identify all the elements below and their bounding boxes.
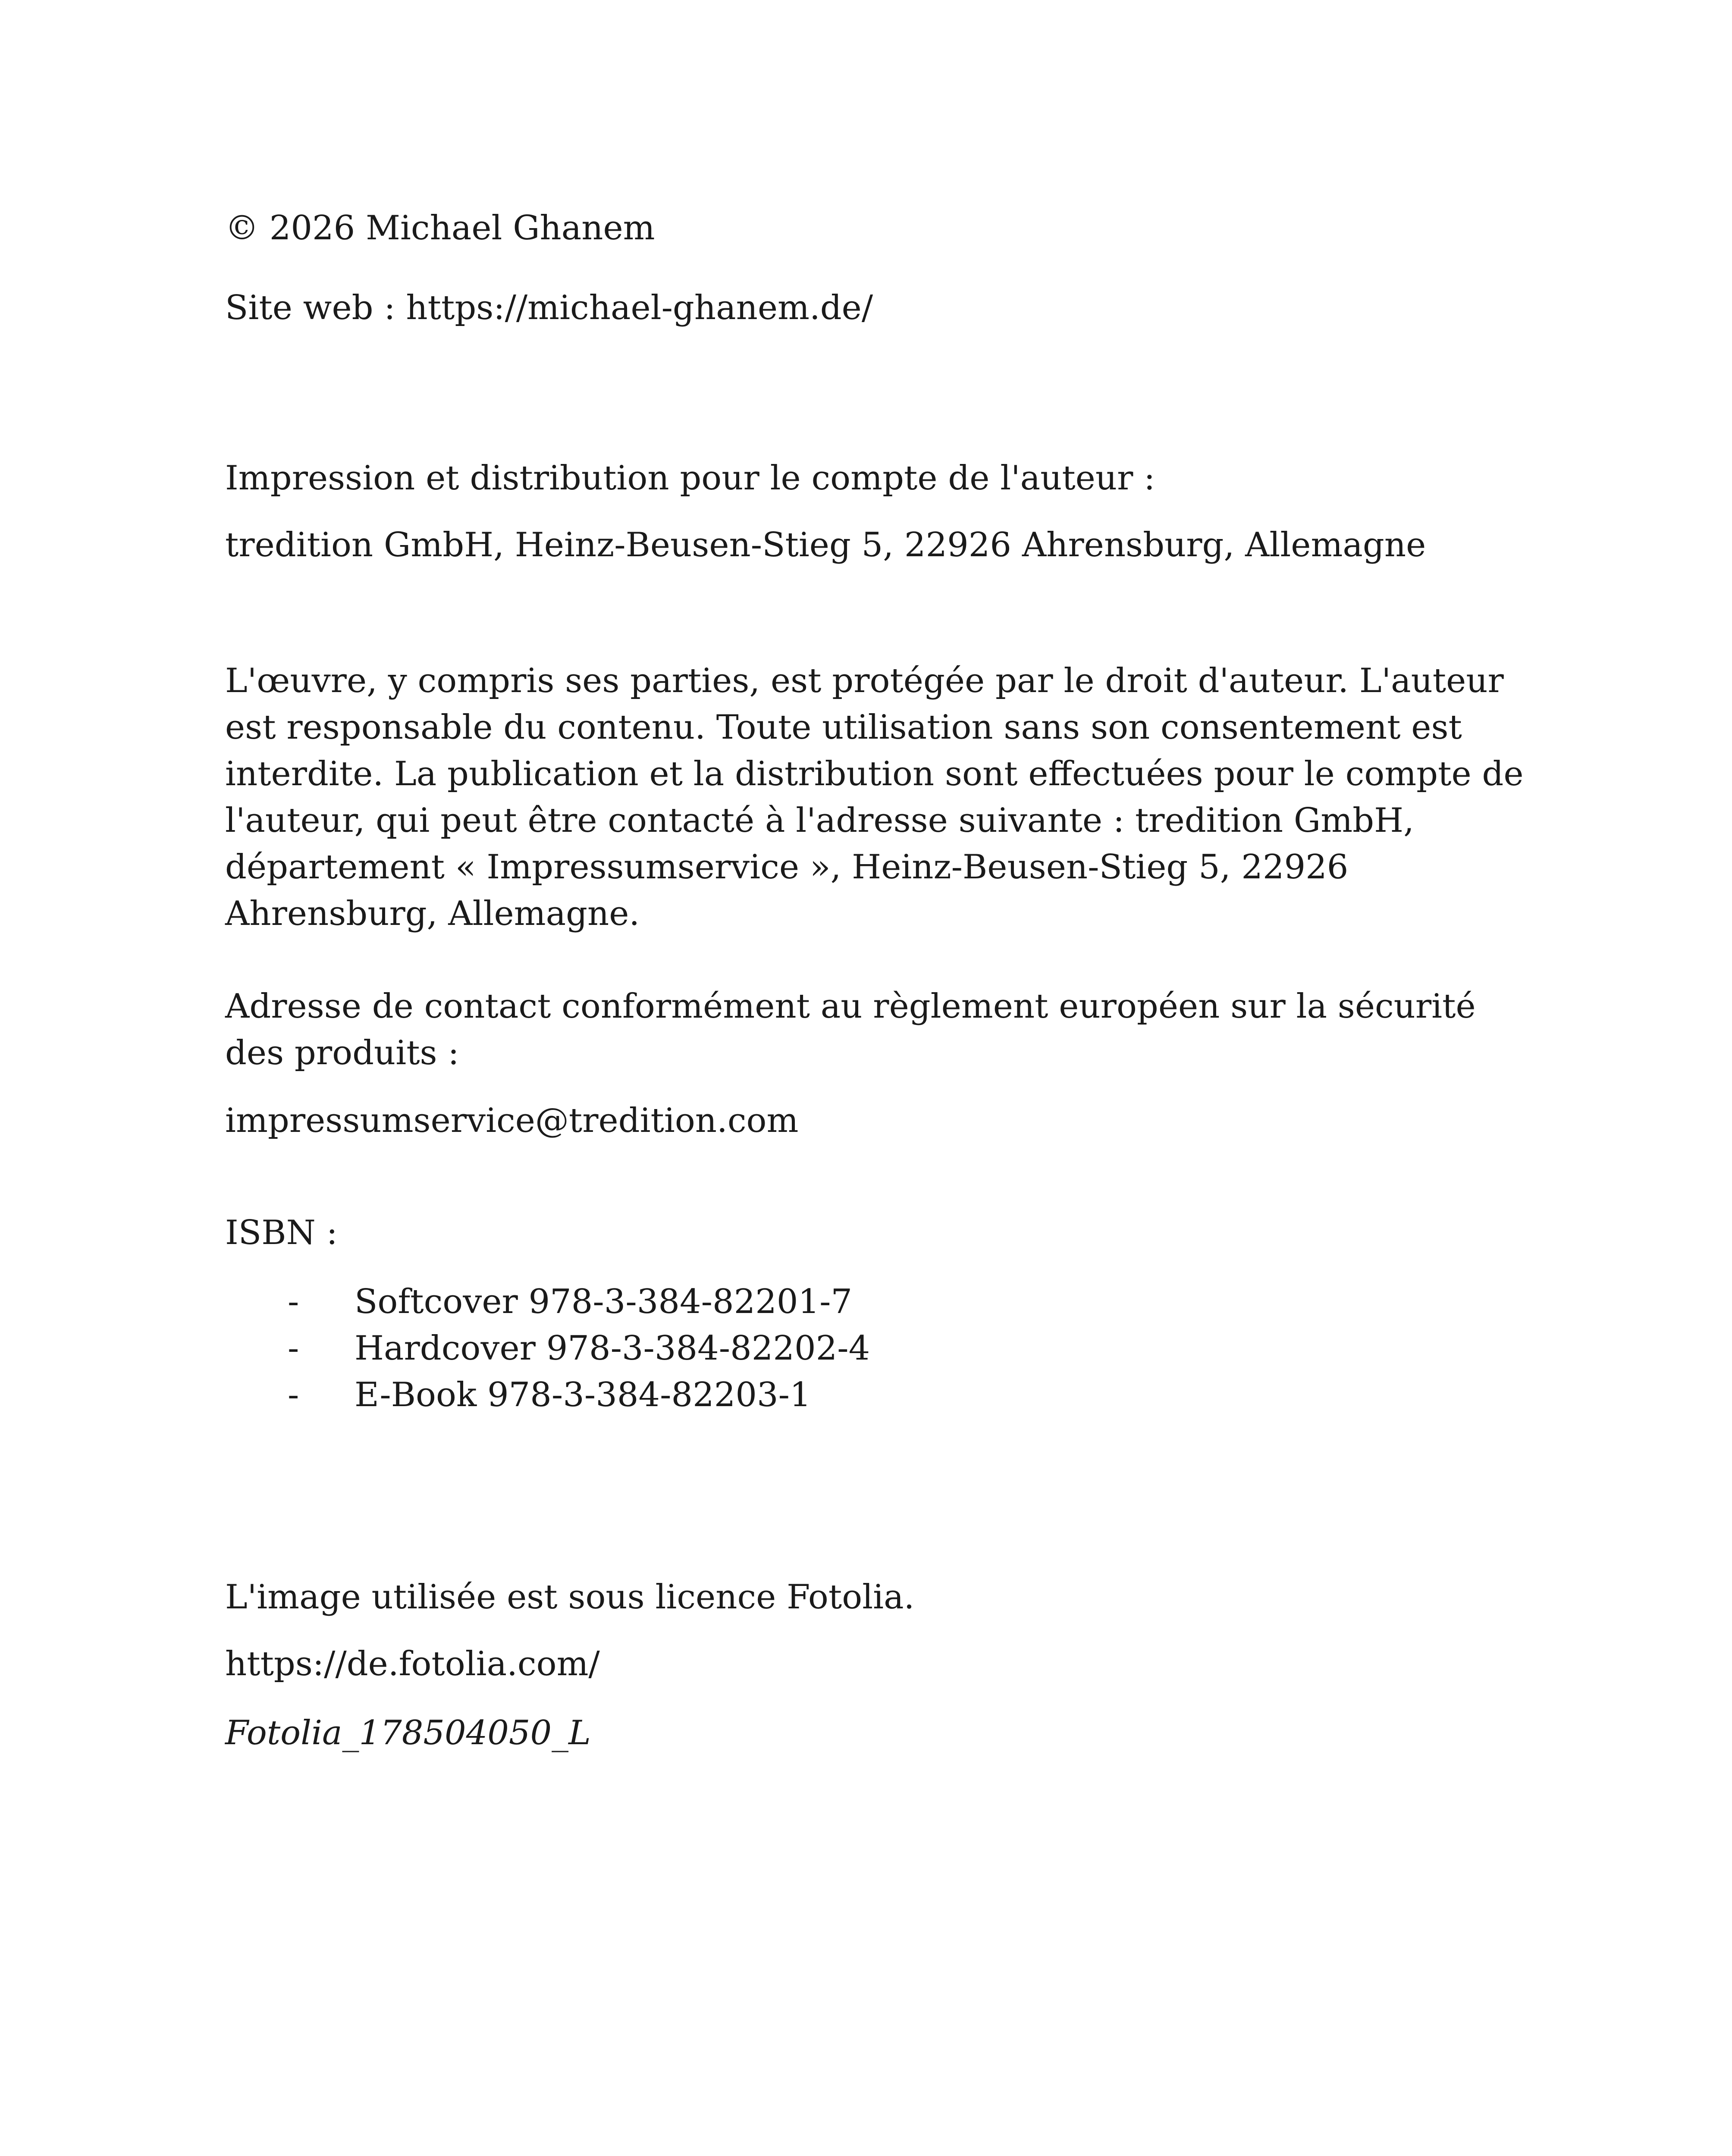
contact-email[interactable]: impressumservice@tredition.com [225, 1101, 799, 1140]
list-dash: - [288, 1376, 299, 1414]
printing-heading: Impression et distribution pour le compte de l'auteur : [225, 459, 1155, 498]
legal-line: L'œuvre, y compris ses parties, est protégée par le droit d'auteur. L'auteur [225, 661, 1504, 700]
isbn-text: Hardcover 978-3-384-82202-4 [355, 1329, 870, 1368]
legal-line: département « Impressumservice », Heinz-Beusen-Stieg 5, 22926 [225, 848, 1349, 887]
legal-line: est responsable du contenu. Toute utilisation sans son consentement est [225, 708, 1462, 747]
list-dash: - [288, 1329, 299, 1368]
website-line: Site web : https://michael-ghanem.de/ [225, 288, 873, 327]
isbn-text: E-Book 978-3-384-82203-1 [355, 1376, 811, 1414]
contact-line: des produits : [225, 1034, 459, 1072]
isbn-text: Softcover 978-3-384-82201-7 [355, 1282, 853, 1321]
image-url[interactable]: https://de.fotolia.com/ [225, 1645, 600, 1683]
contact-line: Adresse de contact conformément au règlement européen sur la sécurité [225, 987, 1476, 1026]
isbn-label: ISBN : [225, 1213, 338, 1252]
image-id: Fotolia_178504050_L [225, 1714, 591, 1752]
contact-paragraph [225, 983, 1519, 1076]
image-license: L'image utilisée est sous licence Fotolia. [225, 1578, 915, 1617]
printing-address: tredition GmbH, Heinz-Beusen-Stieg 5, 22926 Ahrensburg, Allemagne [225, 526, 1426, 564]
legal-line: interdite. La publication et la distribution sont effectuées pour le compte de [225, 755, 1524, 793]
list-dash: - [288, 1282, 299, 1321]
legal-line: l'auteur, qui peut être contacté à l'adresse suivante : tredition GmbH, [225, 801, 1414, 840]
legal-line: Ahrensburg, Allemagne. [225, 894, 640, 933]
legal-paragraph [225, 658, 1524, 937]
copyright-line: © 2026 Michael Ghanem [225, 209, 655, 248]
